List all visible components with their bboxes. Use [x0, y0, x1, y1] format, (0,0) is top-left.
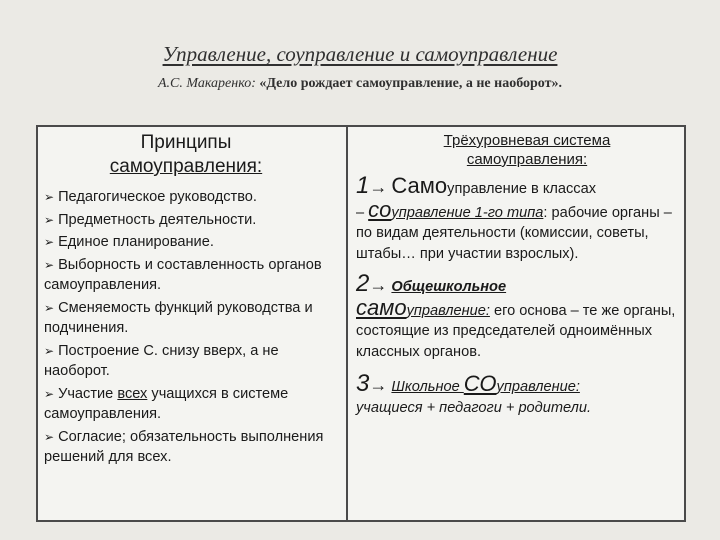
slide-title-text: Управление, соуправление и самоуправление	[162, 42, 558, 66]
level-text: Школьное	[391, 379, 464, 395]
levels-heading	[374, 131, 680, 169]
principle-item	[44, 427, 340, 468]
right-arrow-icon: →	[369, 177, 388, 197]
principle-item	[44, 255, 340, 296]
arrow-bullet-icon: ➢	[44, 343, 55, 358]
principles-column	[44, 131, 340, 470]
principle-text: Участие	[58, 385, 118, 402]
principle-text: Предметность деятельности.	[58, 211, 257, 228]
principle-text: Единое планирование.	[58, 234, 214, 250]
principle-text: Согласие; обязательность выполнения решений для всех.	[44, 428, 324, 465]
level-big-part: Само	[391, 173, 448, 198]
level-2	[356, 270, 680, 362]
level-1	[356, 172, 680, 264]
arrow-bullet-icon: ➢	[44, 235, 55, 249]
levels-heading-line2: самоуправления:	[466, 151, 588, 168]
level-big-part: само	[356, 294, 407, 320]
level-text: управление в классах	[447, 181, 597, 197]
column-divider	[346, 125, 348, 522]
level-text: –	[356, 204, 369, 221]
arrow-bullet-icon: ➢	[44, 386, 55, 401]
level-big-part: со	[368, 196, 392, 222]
arrow-bullet-icon: ➢	[44, 212, 55, 227]
quote-text: «Дело рождает самоуправление, а не наоборот».	[259, 76, 562, 91]
principle-item	[44, 232, 340, 253]
principle-item	[44, 187, 340, 208]
level-text: управление 1-го типа	[391, 204, 544, 221]
level-number: 1	[356, 172, 370, 199]
principle-item	[44, 210, 340, 231]
principles-heading-line2: самоуправления:	[109, 156, 263, 177]
right-arrow-icon: →	[369, 375, 388, 395]
principle-item	[44, 298, 340, 339]
levels-heading-line1: Трёхуровневая система	[443, 132, 611, 149]
slide-title	[0, 42, 720, 67]
principle-text: Выборность и составленность органов самоуправления.	[44, 256, 322, 293]
level-title: Общешкольное	[391, 279, 507, 295]
level-number: 2	[356, 270, 370, 297]
principle-text: учащихся в системе самоуправления.	[44, 385, 289, 422]
level-text: : рабочие органы – по видам деятельности (комиссии, советы, штабы… при участии взрослых).	[356, 204, 672, 262]
arrow-bullet-icon: ➢	[44, 257, 55, 272]
principles-list	[44, 187, 340, 468]
principle-text: Педагогическое руководство.	[58, 189, 257, 205]
principle-text: Построение С. снизу вверх, а не наоборот.	[44, 342, 279, 379]
principles-heading	[32, 131, 340, 179]
level-text: его основа – те же органы, состоящие из председателей одноимённых классных органов.	[356, 302, 676, 360]
principles-heading-line1: Принципы	[140, 132, 232, 153]
arrow-bullet-icon: ➢	[44, 190, 55, 204]
level-text: учащиеся + педагоги + родители.	[356, 399, 592, 416]
level-3	[356, 370, 680, 418]
right-arrow-icon: →	[369, 275, 388, 295]
quote-author: А.С. Макаренко:	[157, 76, 256, 91]
principle-item	[44, 341, 340, 382]
principle-emphasis: всех	[117, 385, 148, 402]
arrow-bullet-icon: ➢	[44, 300, 55, 315]
principle-text: Сменяемость функций руководства и подчинения.	[44, 299, 313, 336]
arrow-bullet-icon: ➢	[44, 429, 55, 444]
level-number: 3	[356, 370, 370, 397]
makarenko-quote	[0, 76, 720, 92]
level-big-part: СО	[463, 371, 497, 396]
level-text: управление:	[406, 302, 490, 319]
level-text: управление:	[496, 379, 580, 395]
levels-column	[356, 131, 680, 418]
principle-item	[44, 384, 340, 425]
